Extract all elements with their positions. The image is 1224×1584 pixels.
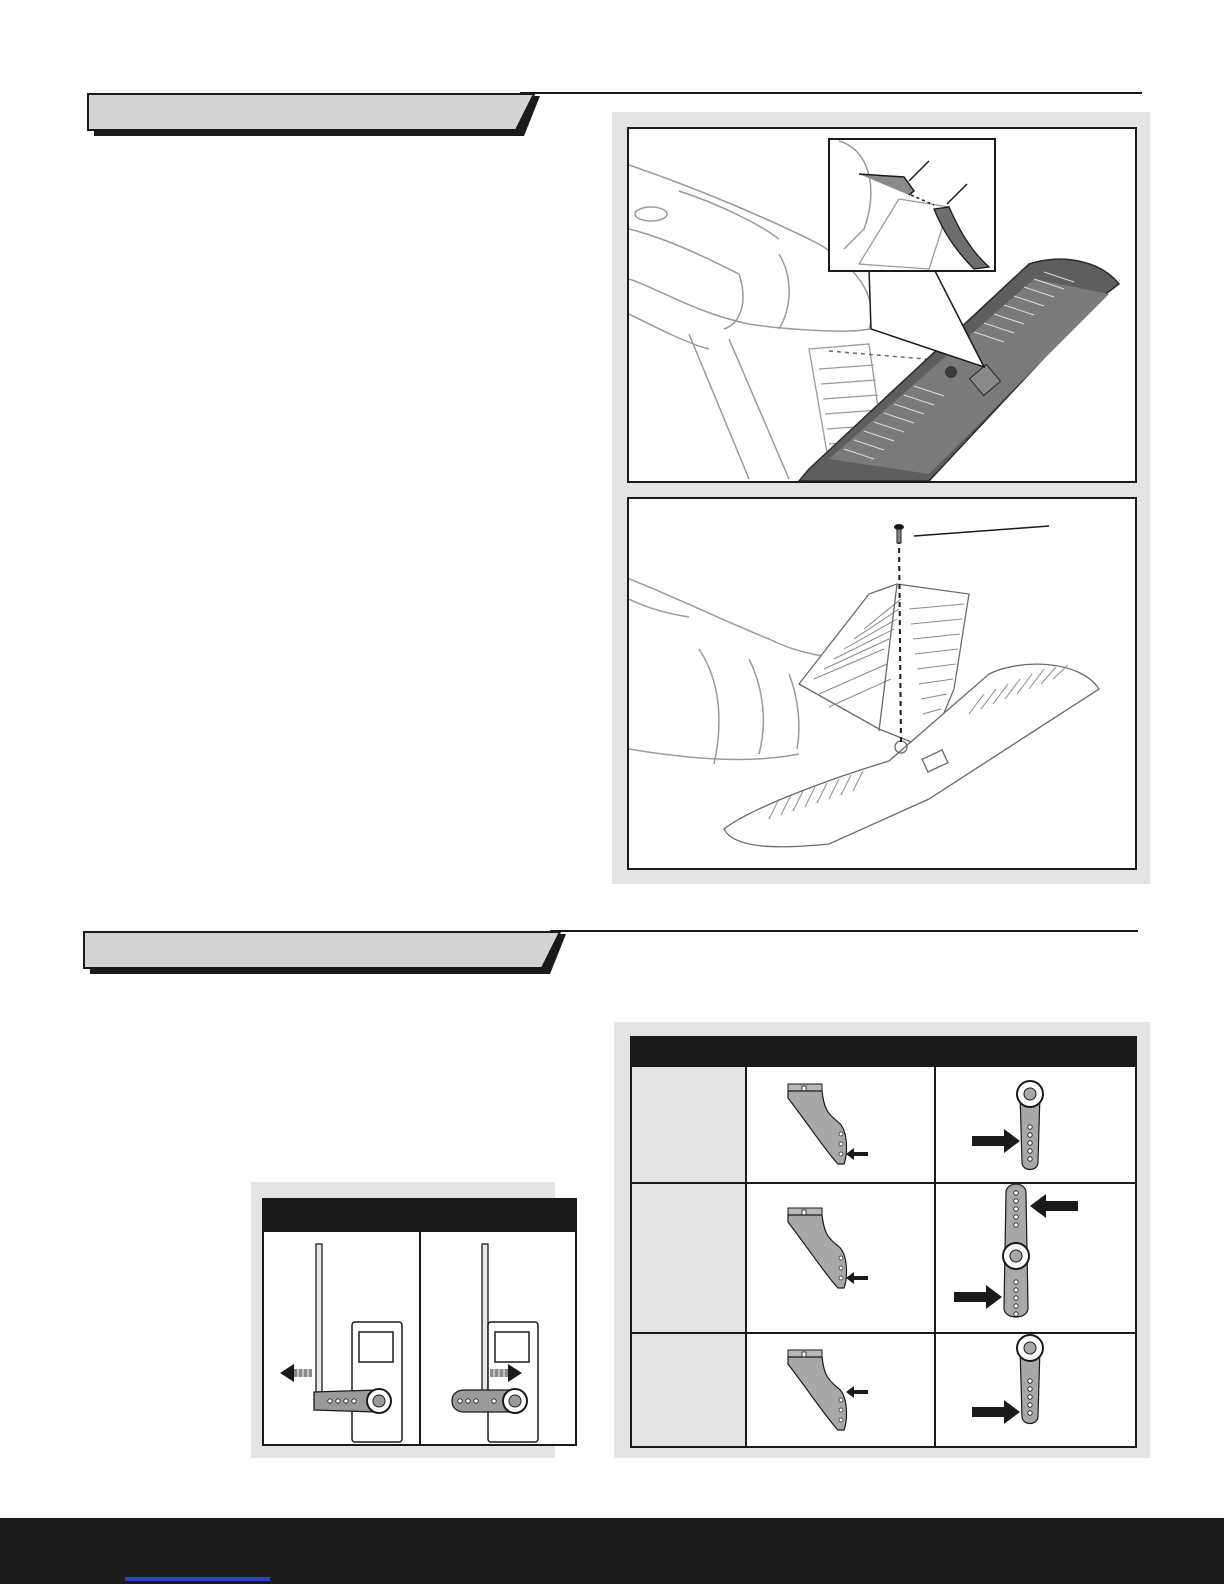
horn-row-3-arm-arrow-icon: [972, 1400, 1020, 1424]
horn-row-1-servo-arm: [1017, 1081, 1043, 1170]
section-2-heading-tab: [80, 930, 566, 974]
servo-direction-box: [262, 1198, 577, 1446]
horn-row-2-servo-arm: [1003, 1184, 1029, 1317]
horn-row-1-control-horn: [788, 1084, 846, 1164]
horn-row-3-horn-arrow-icon: [846, 1386, 868, 1398]
section-2-rule: [550, 930, 1138, 932]
horn-row-2-control-horn: [788, 1208, 846, 1288]
section-1-heading-tab: [84, 92, 540, 136]
horn-row-2-arm-arrow-top-icon: [1030, 1194, 1078, 1218]
horn-row-1-arm-arrow-icon: [972, 1129, 1020, 1153]
section-1-rule: [520, 92, 1142, 94]
servo-push-left-illustration: [280, 1244, 402, 1442]
page-footer: [0, 1518, 1224, 1584]
horn-row-3-servo-arm: [1017, 1335, 1043, 1424]
tail-step-1-figure: [627, 127, 1137, 483]
servo-direction-illustration: [264, 1200, 575, 1444]
horn-row-1-horn-arrow-icon: [846, 1148, 868, 1160]
horn-row-2-arm-arrow-bottom-icon: [954, 1285, 1002, 1309]
horn-settings-illustrations: [632, 1038, 1135, 1446]
screw-leader-line: [914, 526, 1049, 536]
horn-settings-table: [630, 1036, 1137, 1448]
horn-row-3-control-horn: [788, 1350, 846, 1430]
tail-step-2-figure: [627, 497, 1137, 870]
arrow-left-icon: [280, 1364, 312, 1382]
horizontal-stabilizer-illustration: [799, 259, 1119, 481]
horn-row-2-horn-arrow-icon: [846, 1272, 868, 1284]
footer-link-bar: [125, 1577, 270, 1581]
servo-push-right-illustration: [452, 1244, 538, 1442]
